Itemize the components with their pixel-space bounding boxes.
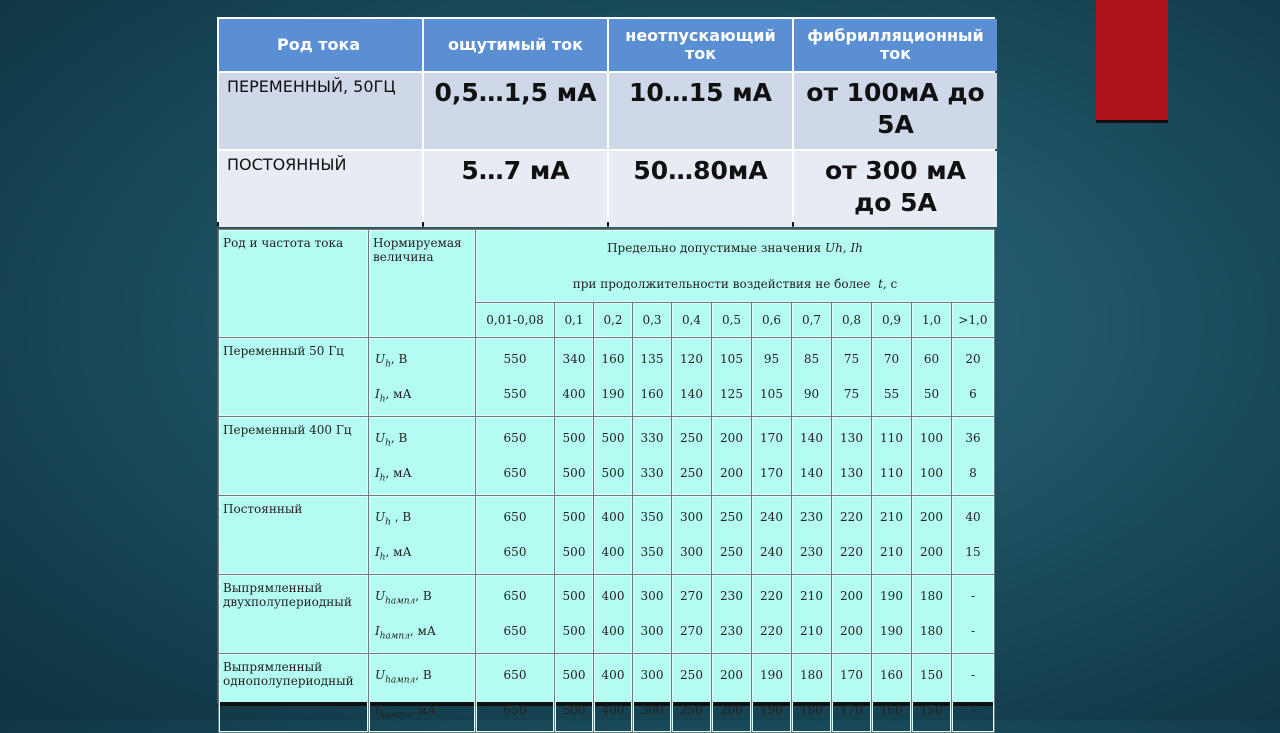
value-cell: [952, 654, 995, 733]
header-perceptible: ощутимый ток: [424, 19, 607, 71]
current-value: 330: [640, 466, 664, 480]
current-value: 400: [601, 545, 625, 559]
voltage-value: 650: [503, 431, 527, 445]
voltage-value: 130: [840, 431, 863, 445]
value-cell: [476, 575, 555, 654]
current-value: 210: [800, 624, 823, 638]
value-cell: [672, 654, 712, 733]
voltage-value: 300: [640, 589, 664, 603]
voltage-value: 650: [503, 510, 527, 524]
voltage-value: 40: [965, 510, 981, 524]
current-value: 240: [760, 545, 783, 559]
top-table: [217, 17, 999, 229]
value-cell: [792, 338, 832, 417]
header-duration-var: t: [878, 277, 883, 291]
value-cell: [555, 654, 594, 733]
duration-header-cell: 0,01-0,08: [476, 303, 555, 338]
current-value: 15: [965, 545, 981, 559]
voltage-param-label: $U_{hампл}$, В: [375, 668, 432, 686]
value-cell: [952, 496, 995, 575]
value-cell: [752, 338, 792, 417]
value-cell: [476, 417, 555, 496]
value-cell: [752, 575, 792, 654]
voltage-value: 230: [800, 510, 823, 524]
bottom-header-row: [219, 230, 995, 303]
table-cell: от 300 мА до 5А: [794, 151, 997, 227]
value-cell: [712, 496, 752, 575]
voltage-value: 500: [562, 510, 586, 524]
duration-header-cell: 0,3: [633, 303, 672, 338]
voltage-value: 270: [680, 589, 703, 603]
row-current-type: Постоянный: [219, 496, 369, 575]
duration-header-cell: 0,2: [594, 303, 633, 338]
voltage-value: 500: [562, 668, 586, 682]
row-current-type: Выпрямленный однополупериодный: [219, 654, 369, 733]
value-cell: [912, 417, 952, 496]
value-cell: [912, 338, 952, 417]
duration-header-cell: 0,8: [832, 303, 872, 338]
voltage-value: 400: [601, 510, 625, 524]
current-value: 190: [760, 703, 783, 717]
voltage-value: 85: [803, 352, 820, 366]
value-cell: [633, 417, 672, 496]
voltage-value: 220: [760, 589, 783, 603]
voltage-value: 70: [883, 352, 900, 366]
current-value: 220: [760, 624, 783, 638]
value-cell: [555, 496, 594, 575]
current-value: 140: [680, 387, 703, 401]
value-cell: [672, 417, 712, 496]
value-cell: [672, 575, 712, 654]
voltage-value: 400: [601, 668, 625, 682]
current-value: 200: [720, 703, 743, 717]
header-fibrillation: фибрилляционный ток: [794, 19, 997, 71]
value-cell: [792, 496, 832, 575]
table-cell: 50…80мА: [609, 151, 792, 227]
value-cell: [633, 496, 672, 575]
current-value: 90: [803, 387, 820, 401]
duration-header-cell: 0,1: [555, 303, 594, 338]
duration-header-cell: 0,7: [792, 303, 832, 338]
row-parameters: [369, 575, 476, 654]
header-limit-text: Предельно допустимые значения: [607, 241, 822, 255]
current-param-label: $I_{hампл}$, мА: [375, 703, 436, 721]
voltage-value: 340: [562, 352, 586, 366]
current-value: 6: [969, 387, 977, 401]
value-cell: [633, 575, 672, 654]
value-cell: [476, 496, 555, 575]
voltage-value: 170: [760, 431, 783, 445]
current-value: 200: [920, 545, 943, 559]
voltage-value: 200: [720, 668, 743, 682]
current-value: 200: [720, 466, 743, 480]
table-row: [219, 654, 995, 733]
voltage-value: 300: [640, 668, 664, 682]
voltage-value: 220: [840, 510, 863, 524]
voltage-value: 170: [840, 668, 863, 682]
voltage-value: 210: [880, 510, 903, 524]
table-row: [219, 417, 995, 496]
value-cell: [712, 338, 752, 417]
value-cell: [952, 338, 995, 417]
bottom-table: [218, 229, 995, 733]
voltage-value: 180: [800, 668, 823, 682]
duration-header-cell: 1,0: [912, 303, 952, 338]
current-value: 170: [760, 466, 783, 480]
value-cell: [952, 417, 995, 496]
current-value: -: [970, 703, 976, 717]
value-cell: [672, 338, 712, 417]
voltage-value: 210: [800, 589, 823, 603]
current-value: 400: [601, 703, 625, 717]
value-cell: [872, 575, 912, 654]
voltage-value: 110: [880, 431, 903, 445]
voltage-value: 250: [680, 668, 703, 682]
value-cell: [832, 575, 872, 654]
current-value: 230: [800, 545, 823, 559]
voltage-value: -: [970, 589, 976, 603]
current-value: 300: [680, 545, 703, 559]
value-cell: [476, 338, 555, 417]
value-cell: [555, 575, 594, 654]
duration-header-cell: 0,5: [712, 303, 752, 338]
current-value: 100: [920, 466, 943, 480]
voltage-value: 60: [923, 352, 940, 366]
current-value: 190: [601, 387, 625, 401]
permissible-values-table: [217, 228, 995, 721]
voltage-value: 190: [880, 589, 903, 603]
table-row: [219, 575, 995, 654]
voltage-value: 36: [965, 431, 981, 445]
row-current-type: Переменный 50 Гц: [219, 338, 369, 417]
current-value: 250: [680, 466, 703, 480]
current-value: 400: [562, 387, 586, 401]
value-cell: [832, 654, 872, 733]
current-value: 150: [920, 703, 943, 717]
table-row: [219, 151, 997, 227]
row-parameters: [369, 496, 476, 575]
row-label: ПЕРЕМЕННЫЙ, 50ГЦ: [219, 73, 422, 149]
current-value: 500: [601, 466, 625, 480]
voltage-value: 20: [965, 352, 981, 366]
current-value: 250: [680, 703, 703, 717]
value-cell: [633, 654, 672, 733]
current-value: 180: [920, 624, 943, 638]
value-cell: [832, 338, 872, 417]
value-cell: [555, 417, 594, 496]
row-current-type: Выпрямленный двухполупериодный: [219, 575, 369, 654]
value-cell: [872, 338, 912, 417]
value-cell: [752, 417, 792, 496]
table-cell: 0,5…1,5 мА: [424, 73, 607, 149]
value-cell: [912, 496, 952, 575]
voltage-value: 300: [680, 510, 703, 524]
current-value: 650: [503, 545, 527, 559]
current-value: 160: [640, 387, 664, 401]
current-value: 8: [969, 466, 977, 480]
voltage-value: 160: [601, 352, 625, 366]
header-current-type: Род тока: [219, 19, 422, 71]
current-value: 500: [562, 545, 586, 559]
value-cell: [792, 575, 832, 654]
header-duration-unit: , с: [882, 277, 898, 291]
value-cell: [872, 496, 912, 575]
duration-header-cell: 0,9: [872, 303, 912, 338]
current-param-label: $I_h$, мА: [375, 466, 412, 484]
top-table-header-row: [219, 19, 997, 71]
current-value: 650: [503, 703, 527, 717]
value-cell: [712, 575, 752, 654]
value-cell: [832, 496, 872, 575]
current-value: 170: [840, 703, 863, 717]
voltage-value: 650: [503, 668, 527, 682]
current-thresholds-table: [217, 17, 995, 226]
voltage-value: -: [970, 668, 976, 682]
table-row: [219, 496, 995, 575]
voltage-param-label: $U_h$ , В: [375, 510, 412, 528]
table-row: [219, 73, 997, 149]
voltage-value: 75: [843, 352, 860, 366]
voltage-value: 160: [880, 668, 903, 682]
current-value: 210: [880, 545, 903, 559]
value-cell: [594, 338, 633, 417]
voltage-value: 500: [562, 431, 586, 445]
current-value: 75: [843, 387, 860, 401]
value-cell: [792, 654, 832, 733]
voltage-value: 550: [503, 352, 527, 366]
table-row: [219, 338, 995, 417]
row-label: ПОСТОЯННЫЙ: [219, 151, 422, 227]
value-cell: [832, 417, 872, 496]
table-cell: 10…15 мА: [609, 73, 792, 149]
current-value: 130: [840, 466, 863, 480]
current-value: 500: [562, 624, 586, 638]
header-limit-values: [476, 230, 995, 303]
current-value: 140: [800, 466, 823, 480]
current-value: 230: [720, 624, 743, 638]
header-duration-text: при продолжительности воздействия не более: [572, 277, 871, 291]
current-value: 105: [760, 387, 783, 401]
voltage-value: 140: [800, 431, 823, 445]
value-cell: [672, 496, 712, 575]
current-value: 400: [601, 624, 625, 638]
voltage-value: 330: [640, 431, 664, 445]
voltage-value: 105: [720, 352, 743, 366]
header-limit-vars: Uh, Ih: [824, 241, 863, 255]
table-cell: от 100мА до 5А: [794, 73, 997, 149]
value-cell: [712, 417, 752, 496]
current-value: 200: [840, 624, 863, 638]
value-cell: [952, 575, 995, 654]
value-cell: [912, 575, 952, 654]
voltage-value: 180: [920, 589, 943, 603]
row-parameters: [369, 417, 476, 496]
value-cell: [594, 496, 633, 575]
table-cell: 5…7 мА: [424, 151, 607, 227]
voltage-value: 100: [920, 431, 943, 445]
current-param-label: $I_h$, мА: [375, 387, 412, 405]
value-cell: [594, 654, 633, 733]
header-normalized-value: Нормируемая величина: [369, 230, 476, 338]
current-value: 220: [840, 545, 863, 559]
current-value: 160: [880, 703, 903, 717]
current-param-label: $I_{hампл}$, мА: [375, 624, 436, 642]
current-value: 190: [880, 624, 903, 638]
value-cell: [633, 338, 672, 417]
current-value: 500: [562, 466, 586, 480]
current-value: 350: [640, 545, 664, 559]
current-value: 55: [883, 387, 900, 401]
duration-header-cell: 0,6: [752, 303, 792, 338]
voltage-value: 95: [763, 352, 780, 366]
current-value: 650: [503, 466, 527, 480]
voltage-value: 200: [840, 589, 863, 603]
current-value: 650: [503, 624, 527, 638]
voltage-value: 190: [760, 668, 783, 682]
current-param-label: $I_h$, мА: [375, 545, 412, 563]
voltage-value: 350: [640, 510, 664, 524]
current-value: 110: [880, 466, 903, 480]
current-value: 250: [720, 545, 743, 559]
voltage-param-label: $U_{hампл}$, В: [375, 589, 432, 607]
row-current-type: Переменный 400 Гц: [219, 417, 369, 496]
current-value: 300: [640, 624, 664, 638]
voltage-value: 400: [601, 589, 625, 603]
voltage-value: 500: [562, 589, 586, 603]
voltage-value: 120: [680, 352, 703, 366]
value-cell: [872, 654, 912, 733]
header-let-go: неотпускающий ток: [609, 19, 792, 71]
voltage-value: 250: [680, 431, 703, 445]
voltage-value: 650: [503, 589, 527, 603]
voltage-value: 230: [720, 589, 743, 603]
voltage-value: 200: [920, 510, 943, 524]
voltage-value: 240: [760, 510, 783, 524]
row-parameters: [369, 654, 476, 733]
voltage-value: 200: [720, 431, 743, 445]
value-cell: [792, 417, 832, 496]
value-cell: [752, 654, 792, 733]
duration-header-cell: 0,4: [672, 303, 712, 338]
decorative-red-block: [1096, 0, 1168, 123]
current-value: 125: [720, 387, 743, 401]
voltage-value: 135: [640, 352, 664, 366]
value-cell: [752, 496, 792, 575]
current-value: 300: [640, 703, 664, 717]
row-parameters: [369, 338, 476, 417]
value-cell: [912, 654, 952, 733]
value-cell: [594, 417, 633, 496]
voltage-param-label: $U_h$, В: [375, 352, 408, 370]
current-value: 500: [562, 703, 586, 717]
voltage-value: 500: [601, 431, 625, 445]
value-cell: [555, 338, 594, 417]
current-value: 550: [503, 387, 527, 401]
value-cell: [476, 654, 555, 733]
voltage-param-label: $U_h$, В: [375, 431, 408, 449]
current-value: 180: [800, 703, 823, 717]
voltage-value: 150: [920, 668, 943, 682]
duration-header-cell: >1,0: [952, 303, 995, 338]
current-value: -: [970, 624, 976, 638]
header-current-type-frequency: Род и частота тока: [219, 230, 369, 338]
current-value: 50: [923, 387, 940, 401]
value-cell: [712, 654, 752, 733]
value-cell: [594, 575, 633, 654]
voltage-value: 250: [720, 510, 743, 524]
current-value: 270: [680, 624, 703, 638]
value-cell: [872, 417, 912, 496]
